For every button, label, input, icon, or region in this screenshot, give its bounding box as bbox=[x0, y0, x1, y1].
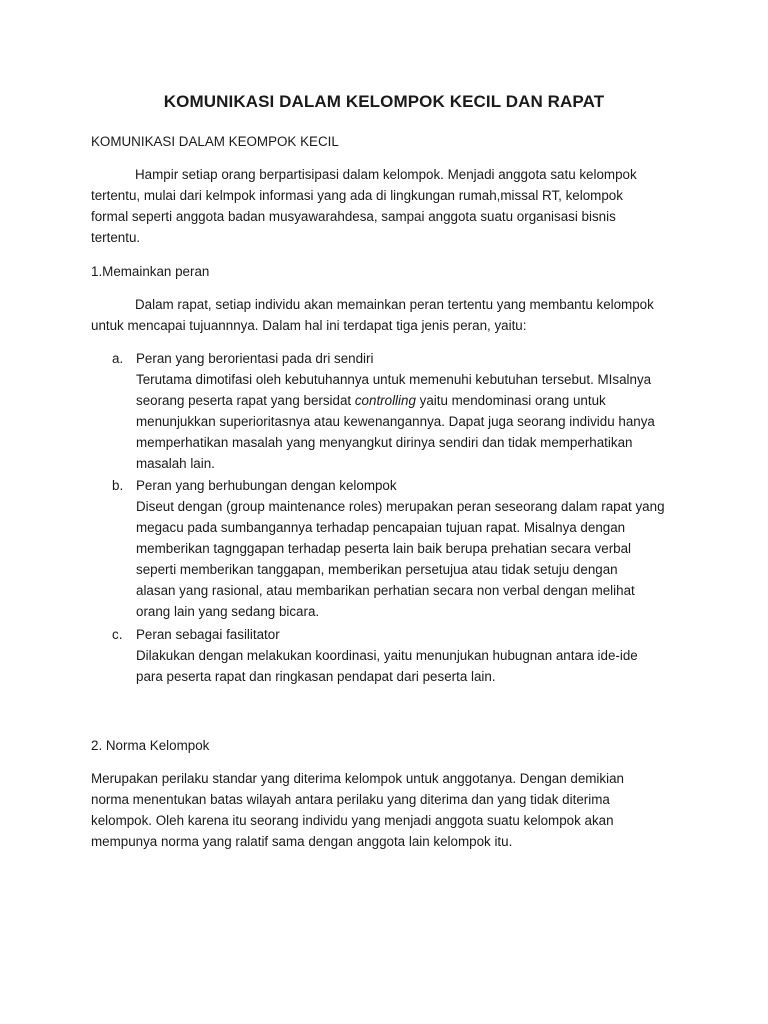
list-item-body bbox=[136, 624, 696, 687]
paragraph-line: kelompok. Oleh karena itu seorang individu yang menjadi anggota suatu kelompok akan bbox=[91, 813, 614, 828]
list-item-body bbox=[136, 348, 696, 474]
list-marker: b. bbox=[112, 478, 124, 493]
section2-paragraph bbox=[91, 768, 691, 852]
paragraph-line: tertentu. bbox=[91, 230, 141, 245]
section2-heading: 2. Norma Kelompok bbox=[91, 738, 210, 753]
paragraph-line: megacu pada sumbangannya terhadap pencapaian tujuan rapat. Misalnya dengan bbox=[136, 520, 626, 535]
paragraph-line: orang lain yang sedang bicara. bbox=[136, 604, 320, 619]
text-run: seorang peserta rapat yang bersidat bbox=[136, 393, 355, 408]
list-item-heading: Peran yang berorientasi pada dri sendiri bbox=[136, 351, 374, 366]
text-run: yaitu mendominasi orang untuk bbox=[415, 393, 606, 408]
paragraph-line: menunjukkan superioritasnya atau kewenangannya. Dapat juga seorang individu hanya bbox=[136, 414, 655, 429]
list-item-body bbox=[136, 475, 696, 622]
paragraph-line: mempunya norma yang ralatif sama dengan anggota lain kelompok itu. bbox=[91, 834, 513, 849]
paragraph-line: tertentu, mulai dari kelmpok informasi yang ada di lingkungan rumah,missal RT, kelompok bbox=[91, 188, 623, 203]
paragraph-line: memperhatikan masalah yang menyangkut dirinya sendiri dan tidak memperhatikan bbox=[136, 435, 633, 450]
document-title: KOMUNIKASI DALAM KELOMPOK KECIL DAN RAPAT bbox=[163, 92, 605, 111]
paragraph-line: Dilakukan dengan melakukan koordinasi, yaitu menunjukan hubugnan antara ide-ide bbox=[136, 648, 638, 663]
section1-paragraph bbox=[91, 294, 691, 336]
paragraph-line: Terutama dimotifasi oleh kebutuhannya untuk memenuhi kebutuhan tersebut. MIsalnya bbox=[136, 372, 652, 387]
paragraph-line: Merupakan perilaku standar yang diterima kelompok untuk anggotanya. Dengan demikian bbox=[91, 771, 624, 786]
paragraph-line: alasan yang rasional, atau membarikan perhatian secara non verbal dengan melihat bbox=[136, 583, 635, 598]
emphasis-text: controlling bbox=[354, 393, 416, 408]
section-subtitle: KOMUNIKASI DALAM KEOMPOK KECIL bbox=[91, 134, 339, 149]
paragraph-line: seperti memberikan tanggapan, memberikan persetujua atau tidak setuju dengan bbox=[136, 562, 618, 577]
paragraph-line: untuk mencapai tujuannnya. Dalam hal ini terdapat tiga jenis peran, yaitu: bbox=[91, 318, 527, 333]
paragraph-line: para peserta rapat dan ringkasan pendapat dari peserta lain. bbox=[136, 669, 496, 684]
list-item-heading: Peran sebagai fasilitator bbox=[136, 627, 280, 642]
paragraph-line: norma menentukan batas wilayah antara perilaku yang diterima dan yang tidak diterima bbox=[91, 792, 610, 807]
paragraph-line: memberikan tagnggapan terhadap peserta lain baik berupa prehatian secara verbal bbox=[136, 541, 632, 556]
list-marker: a. bbox=[112, 351, 124, 366]
paragraph-line: masalah lain. bbox=[136, 456, 215, 471]
section1-heading: 1.Memainkan peran bbox=[91, 264, 210, 279]
paragraph-line: formal seperti anggota badan musyawarahdesa, sampai anggota suatu organisasi bisnis bbox=[91, 209, 616, 224]
list-item-heading: Peran yang berhubungan dengan kelompok bbox=[136, 478, 397, 493]
paragraph-line: Hampir setiap orang berpartisipasi dalam kelompok. Menjadi anggota satu kelompok bbox=[135, 167, 637, 182]
intro-paragraph bbox=[91, 164, 691, 248]
paragraph-line: Diseut dengan (group maintenance roles) merupakan peran seseorang dalam rapat yang bbox=[136, 499, 665, 514]
list-marker: c. bbox=[112, 627, 123, 642]
paragraph-line bbox=[136, 390, 696, 411]
paragraph-line: Dalam rapat, setiap individu akan memainkan peran tertentu yang membantu kelompok bbox=[135, 297, 654, 312]
